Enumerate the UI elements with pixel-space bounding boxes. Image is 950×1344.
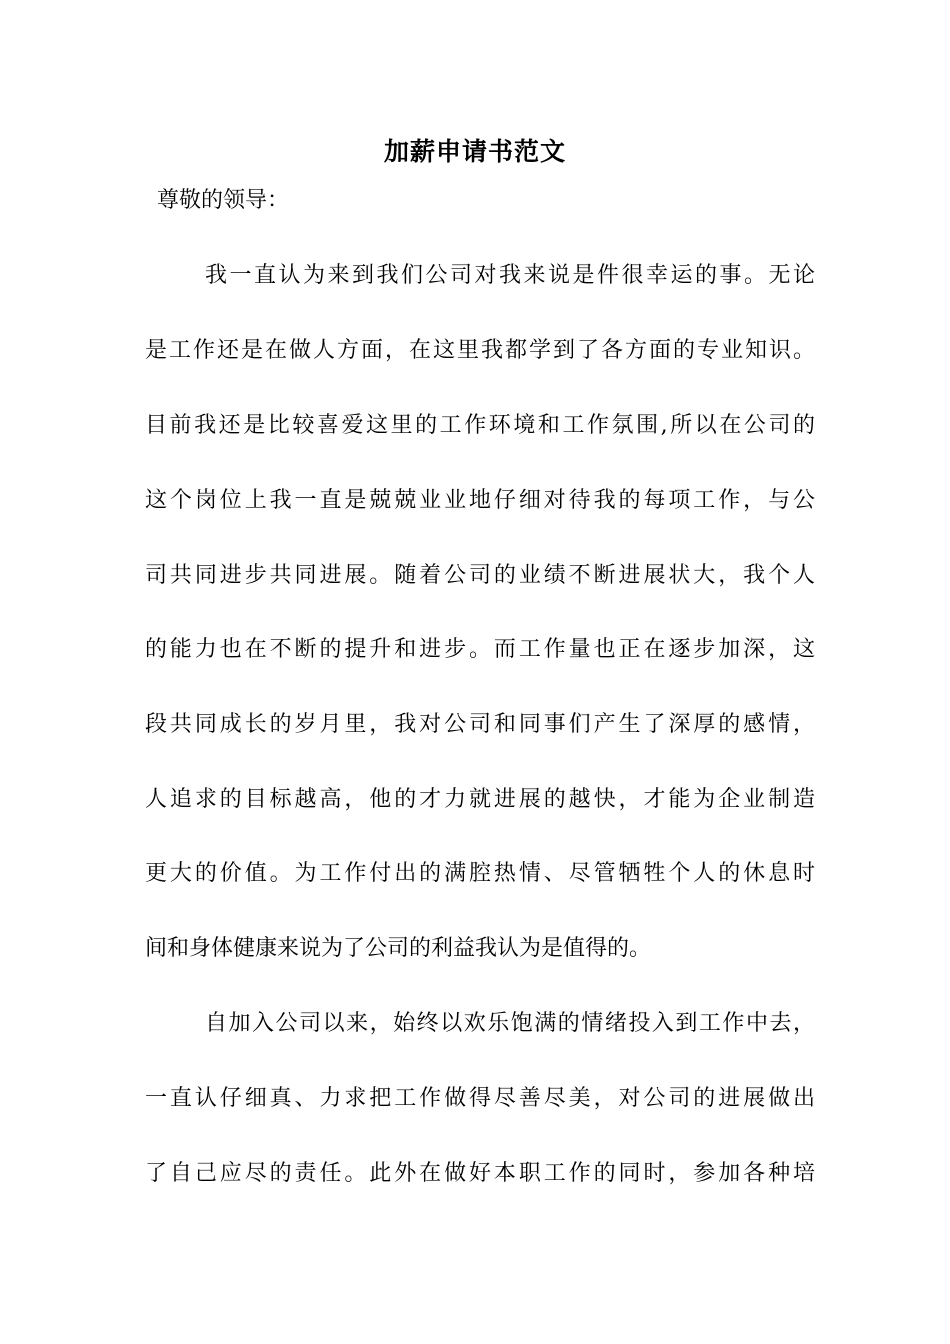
salutation: 尊敬的领导： <box>157 188 290 213</box>
paragraph-line: 目前我还是比较喜爱这里的工作环境和工作氛围,所以在公司的 <box>145 413 815 438</box>
paragraph-line: 自加入公司以来，始终以欢乐饱满的情绪投入到工作中去， <box>205 1011 815 1036</box>
paragraph-line: 是工作还是在做人方面，在这里我都学到了各方面的专业知识。 <box>145 338 815 363</box>
paragraph-line: 的能力也在不断的提升和进步。而工作量也正在逐步加深，这 <box>145 637 815 662</box>
paragraph-line: 间和身体健康来说为了公司的利益我认为是值得的。 <box>145 936 652 961</box>
paragraph-line: 了自己应尽的责任。此外在做好本职工作的同时，参加各种培 <box>145 1161 815 1186</box>
paragraph-line: 司共同进步共同进展。随着公司的业绩不断进展状大，我个人 <box>145 563 815 588</box>
paragraph-line: 更大的价值。为工作付出的满腔热情、尽管牺牲个人的休息时 <box>145 861 815 886</box>
paragraph-line: 我一直认为来到我们公司对我来说是件很幸运的事。无论 <box>205 263 815 288</box>
paragraph-line: 这个岗位上我一直是兢兢业业地仔细对待我的每项工作，与公 <box>145 488 815 513</box>
paragraph-line: 一直认仔细真、力求把工作做得尽善尽美，对公司的进展做出 <box>145 1086 815 1111</box>
paragraph-line: 人追求的目标越高，他的才力就进展的越快，才能为企业制造 <box>145 787 815 812</box>
document-title: 加薪申请书范文 <box>383 137 566 166</box>
paragraph-line: 段共同成长的岁月里，我对公司和同事们产生了深厚的感情， <box>145 712 815 737</box>
